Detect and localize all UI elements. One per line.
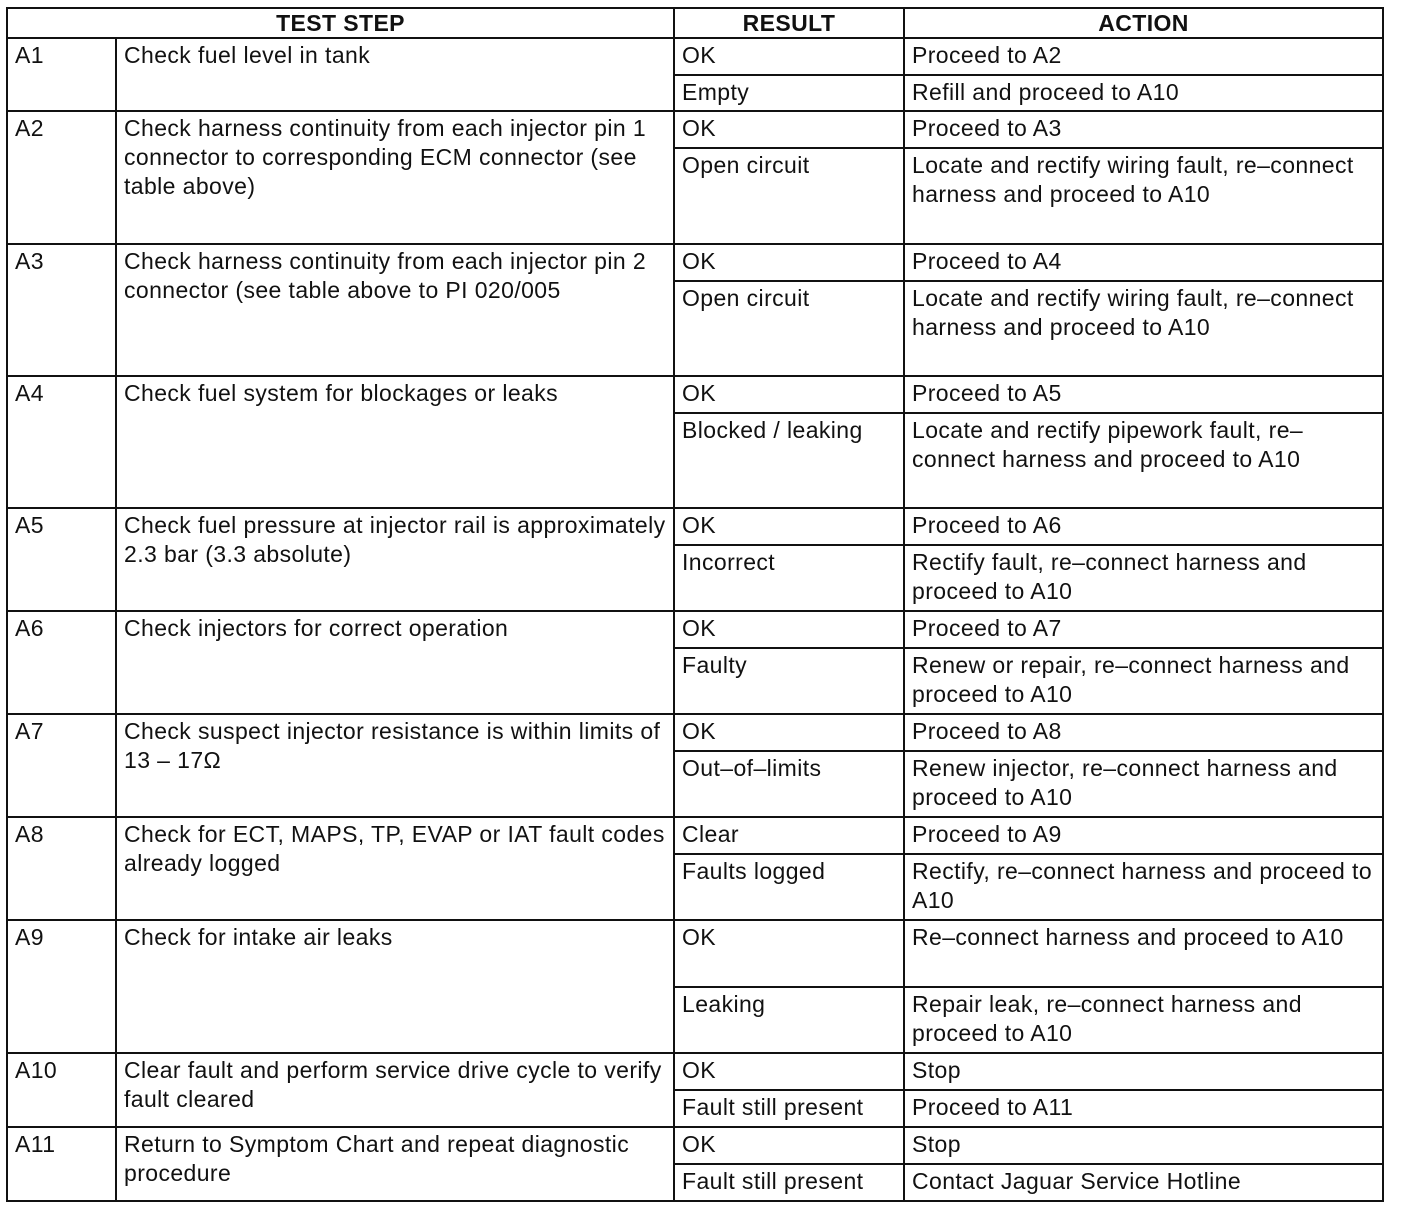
table-row — [7, 611, 1383, 648]
step-result: OK — [674, 1127, 904, 1164]
step-description: Return to Symptom Chart and repeat diagnostic procedure — [116, 1127, 674, 1201]
table-row — [7, 244, 1383, 281]
table-row — [7, 508, 1383, 545]
header-result: RESULT — [674, 8, 904, 38]
step-id: A10 — [7, 1053, 116, 1127]
step-id: A1 — [7, 38, 116, 111]
step-action: Proceed to A11 — [904, 1090, 1383, 1127]
step-result: Open circuit — [674, 281, 904, 376]
step-result: OK — [674, 508, 904, 545]
step-action: Refill and proceed to A10 — [904, 75, 1383, 111]
table-row — [7, 817, 1383, 854]
step-action: Proceed to A9 — [904, 817, 1383, 854]
step-result: OK — [674, 611, 904, 648]
step-action: Locate and rectify pipework fault, re–connect harness and proceed to A10 — [904, 413, 1383, 508]
step-result: OK — [674, 920, 904, 987]
step-result: OK — [674, 714, 904, 751]
step-description: Check fuel pressure at injector rail is approximately 2.3 bar (3.3 absolute) — [116, 508, 674, 611]
step-description: Check harness continuity from each injector pin 1 connector to corresponding ECM connector (see table above) — [116, 111, 674, 244]
step-result: Blocked / leaking — [674, 413, 904, 508]
step-id: A3 — [7, 244, 116, 376]
step-action: Proceed to A8 — [904, 714, 1383, 751]
step-id: A2 — [7, 111, 116, 244]
step-id: A11 — [7, 1127, 116, 1201]
table-row — [7, 111, 1383, 148]
table-row — [7, 714, 1383, 751]
step-id: A5 — [7, 508, 116, 611]
step-description: Check for intake air leaks — [116, 920, 674, 1053]
step-result: Faults logged — [674, 854, 904, 920]
step-action: Stop — [904, 1053, 1383, 1090]
step-description: Check injectors for correct operation — [116, 611, 674, 714]
header-test-step: TEST STEP — [7, 8, 674, 38]
step-result: OK — [674, 244, 904, 281]
step-description: Check for ECT, MAPS, TP, EVAP or IAT fault codes already logged — [116, 817, 674, 920]
step-action: Rectify, re–connect harness and proceed to A10 — [904, 854, 1383, 920]
step-action: Proceed to A6 — [904, 508, 1383, 545]
header-row — [7, 8, 1383, 38]
step-result: Clear — [674, 817, 904, 854]
step-result: Out–of–limits — [674, 751, 904, 817]
step-result: Leaking — [674, 987, 904, 1053]
step-description: Check suspect injector resistance is within limits of 13 – 17Ω — [116, 714, 674, 817]
table-row — [7, 1053, 1383, 1090]
table-row — [7, 38, 1383, 75]
step-result: Fault still present — [674, 1164, 904, 1201]
table-body — [7, 38, 1383, 1201]
step-description: Check fuel system for blockages or leaks — [116, 376, 674, 508]
step-result: Empty — [674, 75, 904, 111]
step-action: Locate and rectify wiring fault, re–connect harness and proceed to A10 — [904, 148, 1383, 244]
step-id: A9 — [7, 920, 116, 1053]
step-action: Renew injector, re–connect harness and proceed to A10 — [904, 751, 1383, 817]
step-action: Proceed to A5 — [904, 376, 1383, 413]
step-action: Locate and rectify wiring fault, re–connect harness and proceed to A10 — [904, 281, 1383, 376]
table-row — [7, 376, 1383, 413]
step-action: Re–connect harness and proceed to A10 — [904, 920, 1383, 987]
step-id: A4 — [7, 376, 116, 508]
diagnostic-table-container — [6, 7, 1384, 1202]
step-action: Stop — [904, 1127, 1383, 1164]
step-id: A8 — [7, 817, 116, 920]
step-action: Renew or repair, re–connect harness and proceed to A10 — [904, 648, 1383, 714]
step-result: OK — [674, 1053, 904, 1090]
step-result: Incorrect — [674, 545, 904, 611]
step-action: Contact Jaguar Service Hotline — [904, 1164, 1383, 1201]
step-id: A7 — [7, 714, 116, 817]
step-result: OK — [674, 376, 904, 413]
step-action: Repair leak, re–connect harness and proceed to A10 — [904, 987, 1383, 1053]
header-action: ACTION — [904, 8, 1383, 38]
step-description: Check harness continuity from each injector pin 2 connector (see table above to PI 020/005 — [116, 244, 674, 376]
step-action: Proceed to A3 — [904, 111, 1383, 148]
step-result: OK — [674, 38, 904, 75]
step-result: Fault still present — [674, 1090, 904, 1127]
diagnostic-table — [6, 7, 1384, 1202]
step-result: OK — [674, 111, 904, 148]
step-description: Check fuel level in tank — [116, 38, 674, 111]
step-action: Proceed to A7 — [904, 611, 1383, 648]
table-row — [7, 1127, 1383, 1164]
step-id: A6 — [7, 611, 116, 714]
step-action: Proceed to A4 — [904, 244, 1383, 281]
step-result: Open circuit — [674, 148, 904, 244]
table-row — [7, 920, 1383, 987]
step-description: Clear fault and perform service drive cycle to verify fault cleared — [116, 1053, 674, 1127]
step-action: Proceed to A2 — [904, 38, 1383, 75]
step-result: Faulty — [674, 648, 904, 714]
step-action: Rectify fault, re–connect harness and proceed to A10 — [904, 545, 1383, 611]
